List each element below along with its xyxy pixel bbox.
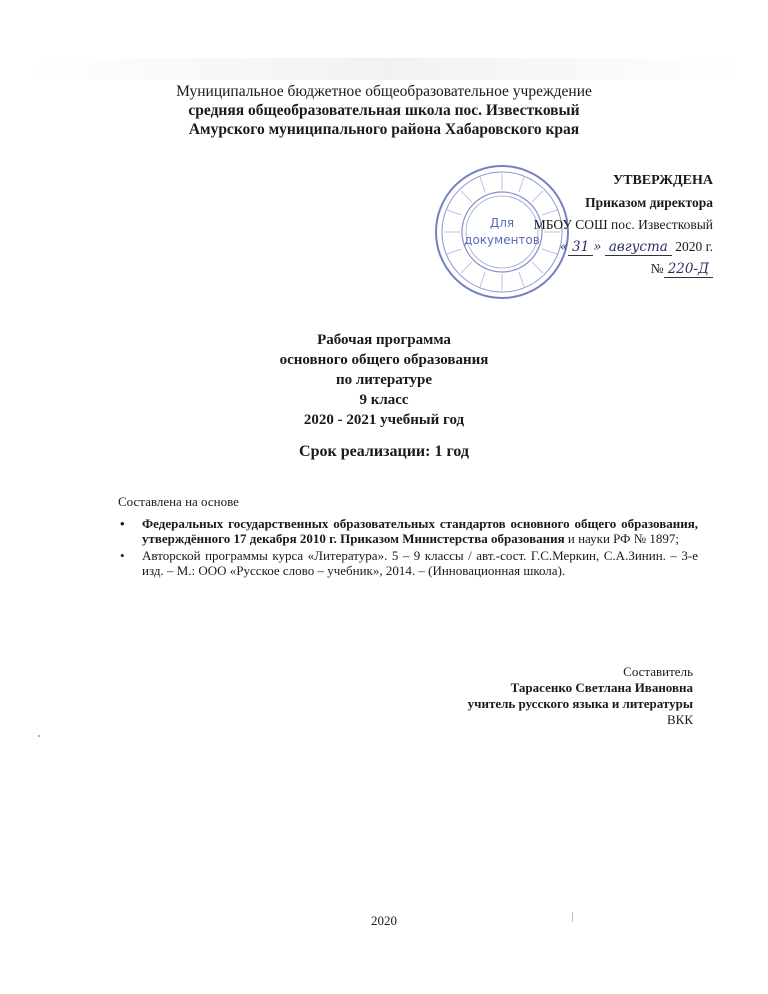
basis-list <box>118 516 698 580</box>
basis-item-1-tail: и науки РФ № 1897; <box>564 531 679 546</box>
seal-center-line-1: Для <box>489 216 515 230</box>
seal-center-line-2: документов <box>464 233 540 247</box>
date-day: 31 <box>568 239 593 256</box>
scan-speck <box>572 912 573 922</box>
program-title <box>0 330 768 430</box>
footer-year: 2020 <box>371 913 397 928</box>
order-number: 220-Д <box>664 261 713 278</box>
header-line-3: Амурского муниципального района Хабаровского края <box>188 121 580 138</box>
header-line-1: Муниципальное бюджетное общеобразовательное учреждение <box>176 83 592 100</box>
program-line-5: 2020 - 2021 учебный год <box>303 412 465 428</box>
approval-school-line: МБОУ СОШ пос. Известковый <box>533 217 713 232</box>
program-line-2: основного общего образования <box>279 352 489 368</box>
bullet: • <box>120 548 125 563</box>
author-name: Тарасенко Светлана Ивановна <box>510 680 693 695</box>
author-label: Составитель <box>623 664 693 679</box>
school-header <box>0 82 768 139</box>
date-open-quote: « <box>559 239 569 255</box>
implementation-period: Срок реализации: 1 год <box>299 443 469 460</box>
author-block <box>373 664 693 728</box>
basis-item-1: Федеральных государственных образовательных стандартов основного общего образования, утверждённого 17 декабря 2010 г. Приказом Министерства образования <box>142 516 698 546</box>
author-category: ВКК <box>666 712 693 727</box>
list-item <box>118 516 698 546</box>
approval-order-line: Приказом директора <box>585 195 713 210</box>
approval-title: УТВЕРЖДЕНА <box>612 173 713 188</box>
author-position: учитель русского языка и литературы <box>467 696 693 711</box>
approval-date <box>433 236 713 258</box>
scan-speck <box>38 735 40 737</box>
approval-block <box>433 170 713 280</box>
bullet: • <box>120 516 125 531</box>
list-item <box>118 548 698 578</box>
approval-number <box>433 258 713 280</box>
basis-intro: Составлена на основе <box>118 494 239 509</box>
scan-artifact <box>30 58 740 80</box>
date-close-quote: » <box>593 239 602 255</box>
number-sign: № <box>650 261 664 276</box>
program-line-4: 9 класс <box>359 392 409 408</box>
date-year: 2020 г. <box>675 239 713 254</box>
basis-item-2: Авторской программы курса «Литература». 5 – 9 классы / авт.-сост. Г.С.Меркин, С.А.Зинин. – 3-е изд. – М.: ООО «Русское слово – учебник», 2014. – (Инновационная школа). <box>142 548 698 578</box>
date-month: августа <box>605 239 672 256</box>
program-line-1: Рабочая программа <box>317 332 451 348</box>
program-line-3: по литературе <box>335 372 433 388</box>
header-line-2: средняя общеобразовательная школа пос. Известковый <box>188 102 580 119</box>
